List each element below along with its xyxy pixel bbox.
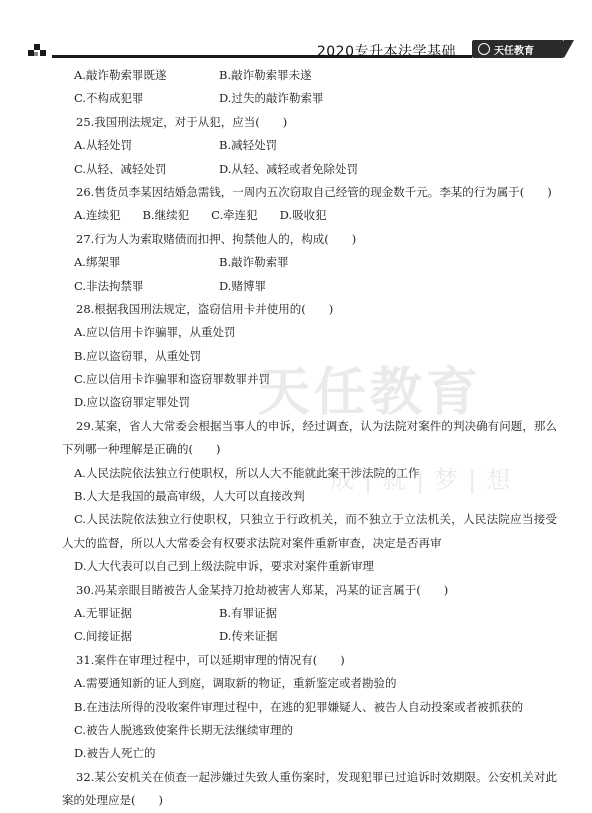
option-a: A.从轻处罚	[74, 138, 132, 153]
option-a: A.敲诈勒索罪既遂	[74, 68, 167, 82]
option-b: B.减轻处罚	[219, 138, 278, 153]
option-d: D.人大代表可以自己到上级法院申诉，要求对案件重新审理	[74, 559, 374, 574]
q26-options	[62, 204, 557, 227]
option-d: D.吸收犯	[279, 208, 327, 223]
option-d: D.被告人死亡的	[74, 746, 156, 761]
q25-stem: 25.我国刑法规定，对于从犯，应当( )	[76, 114, 288, 129]
option-b: B.应以盗窃罪，从重处罚	[74, 348, 202, 363]
q31-stem: 31.案件在审理过程中，可以延期审理的情况有( )	[76, 652, 345, 667]
question-list	[62, 64, 557, 813]
option-b: B.敲诈勒索罪未遂	[219, 68, 312, 82]
q27-options-row1	[62, 251, 557, 274]
option-c: C.间接证据	[74, 629, 133, 644]
watermark-sub: 成|就|梦|想	[330, 466, 521, 494]
option-b: B.继续犯	[142, 208, 190, 223]
q28-stem: 28.根据我国刑法规定，盗窃信用卡并使用的( )	[76, 301, 334, 316]
page-header	[0, 0, 592, 62]
q29-stem: 29.某案，省人大常委会根据当事人的申诉，经过调查，认为法院对案件的判决确有问题，那么下列哪一种理解是正确的( )	[62, 418, 557, 457]
q27-options-row2	[62, 275, 557, 298]
option-c: C.应以信用卡诈骗罪和盗窃罪数罪并罚	[74, 372, 271, 387]
q25-options-row2	[62, 158, 557, 181]
q30-options-row2	[62, 625, 557, 648]
header-title: 2020专升本法学基础	[316, 44, 456, 60]
option-c: C.被告人脱逃致使案件长期无法继续审理的	[74, 723, 294, 738]
option-d: D.过失的敲诈勒索罪	[219, 91, 324, 106]
corner-mark	[28, 44, 50, 58]
logo-text: 天任教育	[494, 45, 534, 57]
option-c: C.牵连犯	[211, 208, 258, 223]
q26-stem: 26.售货员李某因结婚急需钱，一周内五次窃取自己经管的现金数千元。李某的行为属于( )	[76, 184, 552, 199]
option-c: C.从轻、减轻处罚	[74, 161, 167, 176]
watermark: 天任教育	[258, 363, 483, 423]
option-c: C.不构成犯罪	[74, 91, 144, 106]
option-b: B.在违法所得的没收案件审理过程中，在逃的犯罪嫌疑人、被告人自动投案或者被抓获的	[74, 699, 524, 714]
option-d: D.赌博罪	[219, 278, 266, 293]
option-b: B.有罪证据	[219, 606, 278, 621]
q27-stem: 27.行为人为索取赌债而扣押、拘禁他人的，构成( )	[76, 231, 357, 246]
option-b: B.敲诈勒索罪	[219, 255, 289, 270]
q30-stem: 30.冯某亲眼目睹被告人金某持刀抢劫被害人郑某，冯某的证言属于( )	[76, 582, 449, 597]
option-c: C.人民法院依法独立行使职权，只独立于行政机关，而不独立于立法机关，人民法院应当接受人大的监督，所以人大常委会有权要求法院对案件重新审查，决定是否再审	[62, 512, 557, 550]
option-a: A.人民法院依法独立行使职权，所以人大不能就此案干涉法院的工作	[74, 465, 420, 480]
logo-tail	[564, 40, 574, 58]
option-d: D.传来证据	[219, 629, 278, 644]
option-a: A.连续犯	[74, 208, 121, 223]
option-b: B.人大是我国的最高审级，人大可以直接改判	[74, 489, 305, 504]
logo-icon	[478, 43, 490, 55]
q24-options-row1	[62, 64, 557, 87]
option-d: D.应以盗窃罪定罪处罚	[74, 395, 190, 410]
option-a: A.应以信用卡诈骗罪，从重处罚	[74, 325, 236, 340]
option-d: D.从轻、减轻或者免除处罚	[219, 161, 358, 176]
q30-options-row1	[62, 602, 557, 625]
option-a: A.无罪证据	[74, 606, 132, 621]
brand-logo	[472, 40, 564, 58]
option-a: A.绑架罪	[74, 255, 121, 270]
q25-options-row1	[62, 134, 557, 157]
q32-stem: 32.某公安机关在侦查一起涉嫌过失致人重伤案时，发现犯罪已过追诉时效期限。公安机关对此案的处理应是( )	[62, 769, 557, 808]
q24-options-row2	[62, 87, 557, 110]
option-c: C.非法拘禁罪	[74, 278, 144, 293]
option-a: A.需要通知新的证人到庭，调取新的物证，重新鉴定或者勘验的	[74, 676, 397, 691]
